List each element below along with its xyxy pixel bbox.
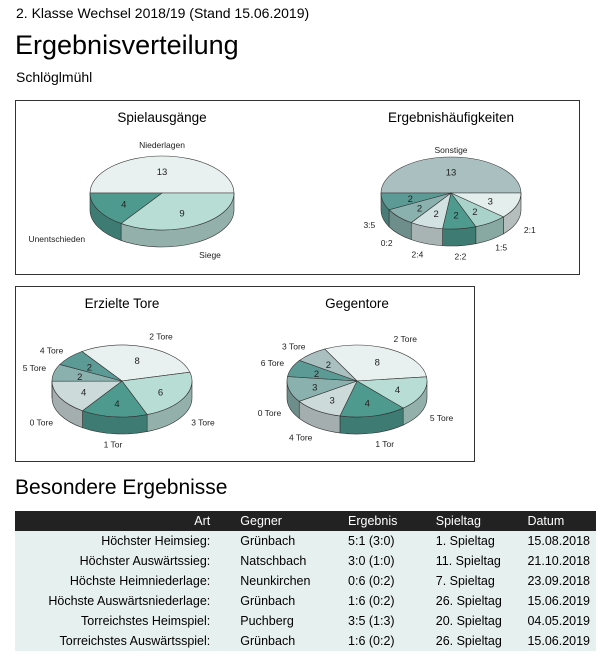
cell-gegner: Grünbach [240,634,296,648]
cell-spieltag: 26. Spieltag [435,634,502,648]
pie-charts-top [16,101,579,274]
chart-title: Ergebnishäufigkeiten [387,110,515,125]
cell-spieltag: 1. Spieltag [435,534,495,548]
value-label-1-5: 2 [472,206,478,218]
value-label-0-tore: 4 [81,387,87,399]
cell-ergebnis: 0:6 (0:2) [348,574,395,588]
cell-art: Torreichstes Auswärtsspiel: [59,634,211,648]
column-header-gegner: Gegner [240,514,282,528]
cell-art: Höchster Auswärtssieg: [79,554,211,568]
slice-label-0-tore: 0 Tore [257,407,282,418]
column-header-ergebnis: Ergebnis [348,514,398,528]
slice-label-3-tore: 3 Tore [282,341,306,352]
value-label-3-tore: 6 [157,387,164,399]
table-row [15,591,596,611]
pie-charts-bottom [16,287,474,461]
slice-label-6-tore: 6 Tore [260,357,285,368]
club-name: Schlöglmühl [16,69,93,85]
slice-label-4-tore: 4 Tore [39,345,64,356]
cell-spieltag: 20. Spieltag [435,614,502,628]
cell-gegner: Natschbach [240,554,307,568]
value-label-2-1: 3 [487,196,493,208]
cell-gegner: Puchberg [240,614,294,628]
column-header-art: Art [194,514,211,528]
slice-label-2-2: 2:2 [454,251,467,262]
special-results-title: Besondere Ergebnisse [15,476,228,499]
slice-label-4-tore: 4 Tore [288,432,313,443]
table-row [15,531,596,551]
table-row [15,551,596,571]
cell-ergebnis: 3:5 (1:3) [348,614,395,628]
special-results-table [15,511,596,651]
table-header-row [15,511,596,531]
chart-title: Gegentore [325,296,389,311]
slice-label-3-5: 3:5 [363,220,376,231]
slice-label-1-tor: 1 Tor [103,439,123,450]
value-label-1-tor: 4 [114,399,120,411]
slice-label-niederlagen: Niederlagen [139,140,185,150]
slice-label-1-5: 1:5 [495,242,508,253]
cell-datum: 21.10.2018 [527,554,590,568]
value-label-sonstige: 13 [445,167,457,179]
cell-spieltag: 26. Spieltag [435,594,502,608]
value-label-unentschieden: 4 [121,199,127,211]
value-label-2-4: 2 [433,209,439,221]
table-row [15,611,596,631]
page-subtitle: 2. Klasse Wechsel 2018/19 (Stand 15.06.2019) [16,5,310,21]
pie-spielausgaenge [28,110,234,260]
value-label-5-tore: 4 [394,385,401,397]
table-row [15,631,596,651]
cell-datum: 04.05.2019 [527,614,590,628]
cell-datum: 15.06.2019 [527,634,590,648]
slice-label-5-tore: 5 Tore [22,363,47,374]
cell-spieltag: 7. Spieltag [435,574,495,588]
cell-spieltag: 11. Spieltag [435,554,501,568]
cell-ergebnis: 1:6 (0:2) [348,594,395,608]
value-label-4-tore: 2 [86,362,93,374]
slice-label-2-4: 2:4 [411,249,424,260]
slice-label-1-tor: 1 Tor [375,438,395,449]
charts-panel-bottom [15,286,475,462]
page-title: Ergebnisverteilung [15,30,239,60]
slice-label-sonstige: Sonstige [434,145,468,155]
value-label-0-2: 2 [416,203,423,215]
cell-ergebnis: 3:0 (1:0) [348,554,395,568]
slice-label-2-tore: 2 Tore [393,333,418,344]
slice-label-0-tore: 0 Tore [29,417,54,428]
column-header-datum: Datum [527,514,565,528]
pie-side-2-2 [443,227,476,246]
value-label-6-tore: 2 [313,368,320,380]
slice-label-2-1: 2:1 [523,224,536,235]
cell-art: Höchste Heimniederlage: [69,574,211,588]
cell-datum: 15.08.2018 [527,534,590,548]
chart-title: Spielausgänge [117,110,207,125]
value-label-3-5: 2 [407,194,413,206]
column-header-spieltag: Spieltag [435,514,481,528]
value-label-niederlagen: 13 [156,166,168,178]
cell-art: Höchste Auswärtsniederlage: [48,594,211,608]
value-label-1-tor: 4 [364,398,370,410]
cell-datum: 23.09.2018 [527,574,590,588]
cell-ergebnis: 1:6 (0:2) [348,634,395,648]
slice-label-5-tore: 5 Tore [429,413,454,424]
pie-erzielte-tore [23,296,215,450]
cell-art: Höchster Heimsieg: [101,534,211,548]
cell-gegner: Neunkirchen [240,574,311,588]
slice-label-siege: Siege [199,250,221,261]
slice-label-unentschieden: Unentschieden [28,233,86,244]
value-label-5-tore: 2 [77,371,83,383]
value-label-4-tore: 3 [329,395,335,407]
slice-label-3-tore: 3 Tore [191,417,215,428]
cell-art: Torreichstes Heimspiel: [81,614,211,628]
cell-gegner: Grünbach [240,594,296,608]
value-label-2-2: 2 [453,210,459,222]
cell-ergebnis: 5:1 (3:0) [348,534,395,548]
charts-panel-top [15,100,580,275]
chart-title: Erzielte Tore [84,296,160,311]
table-row [15,571,596,591]
cell-datum: 15.06.2019 [527,594,590,608]
slice-label-2-tore: 2 Tore [149,331,173,342]
value-label-2-tore: 8 [134,356,140,368]
cell-gegner: Grünbach [240,534,296,548]
value-label-siege: 9 [179,208,185,220]
value-label-2-tore: 8 [374,357,380,369]
slice-label-0-2: 0:2 [380,237,393,248]
pie-gegentore [258,296,454,449]
pie-ergebnishaeufigkeiten [363,110,536,262]
value-label-3-tore: 2 [325,360,332,372]
value-label-0-tore: 3 [312,382,318,394]
